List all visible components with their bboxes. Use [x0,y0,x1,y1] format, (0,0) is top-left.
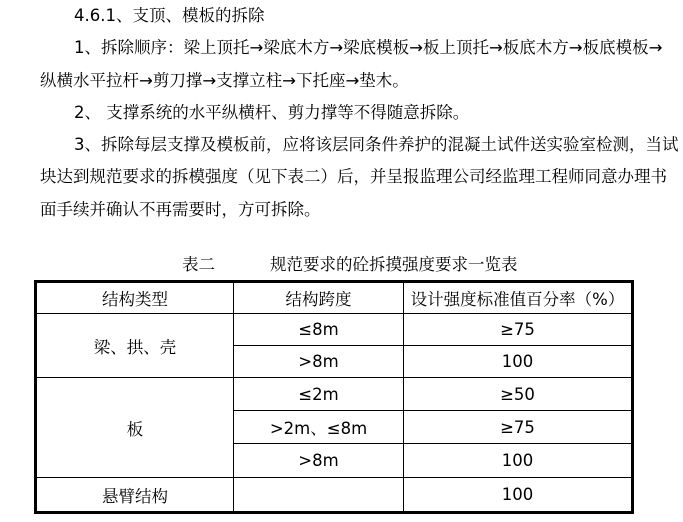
body-line: 面手续并确认不再需要时，方可拆除。 [40,199,321,219]
body-line: 纵横水平拉杆→剪刀撑→支撑立柱→下托座→垫木。 [40,70,409,90]
cell-value: 100 [404,478,633,513]
cell-value: ≥50 [404,378,633,411]
header-strength-percent: 设计强度标准值百分率（%） [404,282,633,314]
body-line: 2、 支撑系统的水平纵横杆、剪力撑等不得随意拆除。 [74,102,470,122]
body-text [40,0,679,226]
cell-span: ≤8m [234,314,404,346]
table-header-row [36,282,633,314]
cell-structure-type: 悬臂结构 [36,478,234,513]
table-caption-title: 规范要求的砼拆摸强度要求一览表 [270,255,518,274]
cell-value: ≥75 [404,314,633,346]
cell-structure-type: 梁、拱、壳 [36,314,234,378]
cell-span: >2m、≤8m [234,411,404,444]
cell-span [234,478,404,513]
table-caption-label: 表二 [182,255,215,274]
cell-span: >8m [234,346,404,378]
table-row [36,378,633,411]
cell-value: ≥75 [404,411,633,444]
strength-table [34,280,634,514]
table-caption [182,254,518,276]
cell-structure-type: 板 [36,378,234,478]
table-row [36,478,633,513]
cell-value: 100 [404,346,633,378]
cell-span: >8m [234,444,404,478]
cell-value: 100 [404,444,633,478]
body-line: 1、拆除顺序：梁上顶托→梁底木方→梁底模板→板上顶托→板底木方→板底模板→ [74,38,663,58]
header-structure-type: 结构类型 [36,282,234,314]
table-row [36,314,633,346]
body-line: 3、拆除每层支撑及模板前，应将该层同条件养护的混凝土试件送实验室检测，当试 [74,135,679,155]
header-structure-span: 结构跨度 [234,282,404,314]
cell-span: ≤2m [234,378,404,411]
section-heading: 4.6.1、支顶、模板的拆除 [74,6,265,25]
body-line: 块达到规范要求的拆模强度（见下表二）后，并呈报监理公司经监理工程师同意办理书 [40,167,667,187]
